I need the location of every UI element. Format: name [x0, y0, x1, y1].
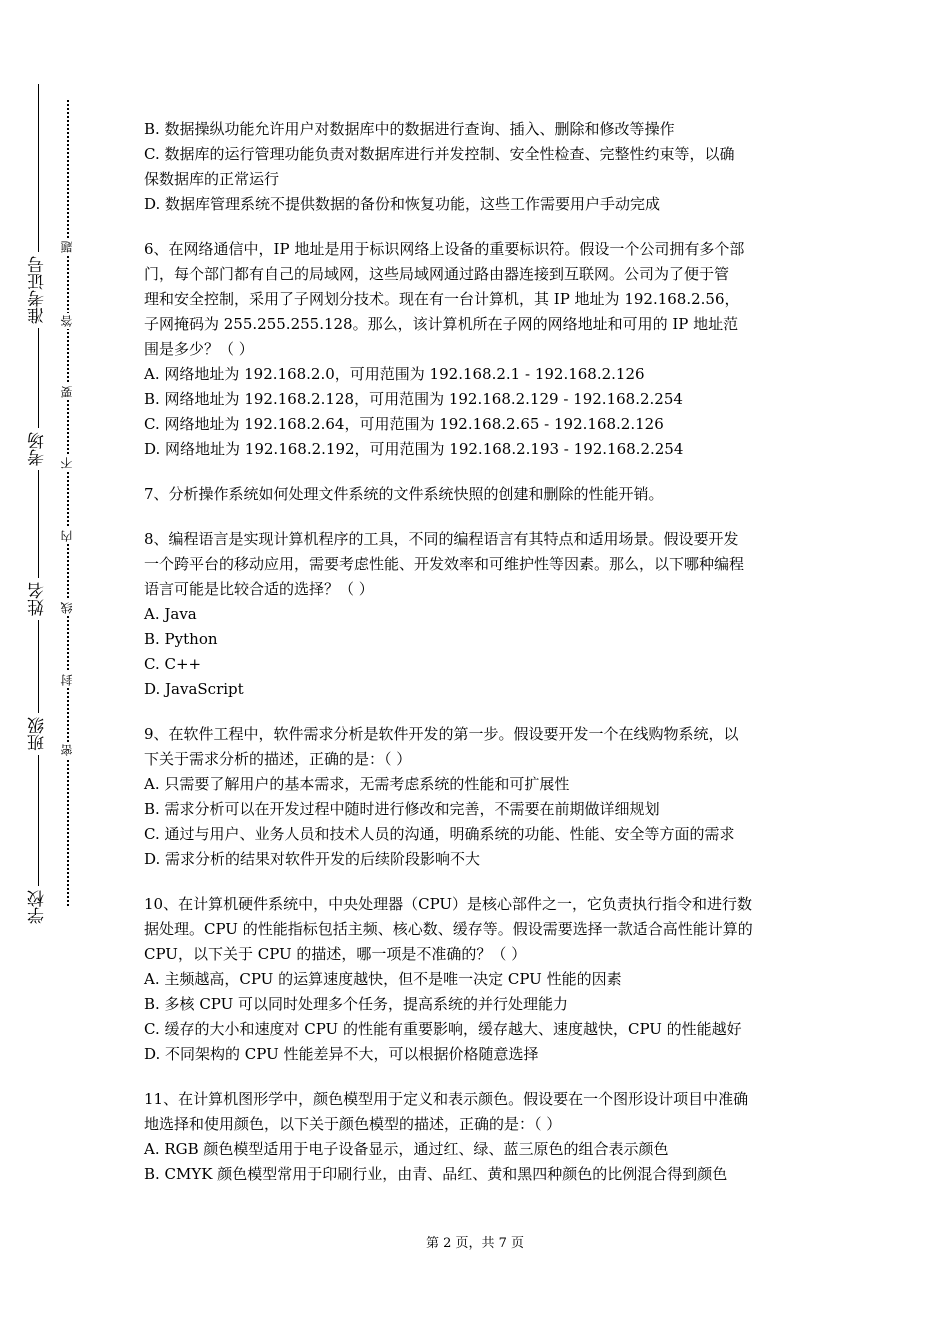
question-text: 据处理。CPU 的性能指标包括主频、核心数、缓存等。假设需要选择一款适合高性能计算的	[144, 920, 753, 938]
option-a: A. 只需要了解用户的基本需求，无需考虑系统的性能和可扩展性	[144, 775, 570, 793]
question-text: 理和安全控制，采用了子网划分技术。现在有一台计算机，其 IP 地址为 192.168.2.56，	[144, 290, 740, 308]
page-footer: 第 2 页，共 7 页	[425, 1236, 525, 1251]
seal-char: 线	[57, 600, 77, 616]
option-c: C. 通过与用户、业务人员和技术人员的沟通，明确系统的功能、性能、安全等方面的需求	[144, 825, 735, 843]
question-text: 地选择和使用颜色，以下关于颜色模型的描述，正确的是：（ ）	[144, 1115, 562, 1133]
question-content	[144, 117, 816, 1187]
option-c: C. 缓存的大小和速度对 CPU 的性能有重要影响，缓存越大、速度越快，CPU 的性能越好	[144, 1020, 742, 1038]
seal-char: 要	[57, 384, 77, 400]
option-a: A. 网络地址为 192.168.2.0，可用范围为 192.168.2.1 - 192.168.2.126	[144, 365, 645, 383]
seal-char: 内	[57, 528, 77, 544]
option-line: B. 数据操纵功能允许用户对数据库中的数据进行查询、插入、删除和修改等操作	[144, 120, 675, 138]
option-a: A. Java	[144, 605, 197, 623]
option-d: D. 需求分析的结果对软件开发的后续阶段影响不大	[144, 850, 481, 868]
question-10	[144, 892, 816, 1067]
field-label-class: 班级	[22, 713, 54, 755]
option-b: B. 多核 CPU 可以同时处理多个任务，提高系统的并行处理能力	[144, 995, 569, 1013]
question-text: 语言可能是比较合适的选择？（ ）	[144, 580, 374, 598]
option-line: D. 数据库管理系统不提供数据的备份和恢复功能，这些工作需要用户手动完成	[144, 195, 661, 213]
option-b: B. Python	[144, 630, 218, 648]
question-text: 6、在网络通信中，IP 地址是用于标识网络上设备的重要标识符。假设一个公司拥有多个部	[144, 240, 745, 258]
question-text: 子网掩码为 255.255.255.128。那么，该计算机所在子网的网络地址和可用的 IP 地址范	[144, 315, 739, 333]
binding-line	[38, 84, 39, 926]
seal-char: 题	[57, 239, 77, 255]
seal-char: 答	[57, 313, 77, 329]
field-label-name: 姓名	[22, 578, 54, 620]
option-c: C. 网络地址为 192.168.2.64，可用范围为 192.168.2.65 - 192.168.2.126	[144, 415, 664, 433]
option-b: B. CMYK 颜色模型常用于印刷行业，由青、品红、黄和黑四种颜色的比例混合得到颜色	[144, 1165, 728, 1183]
question-text: 7、分析操作系统如何处理文件系统的文件系统快照的创建和删除的性能开销。	[144, 485, 664, 503]
field-label-school: 学校	[22, 886, 54, 928]
seal-char: 密	[57, 742, 77, 758]
question-7	[144, 482, 816, 507]
seal-char: 不	[57, 455, 77, 471]
question-6	[144, 237, 816, 462]
question-11	[144, 1087, 816, 1187]
question-text: 10、在计算机硬件系统中，中央处理器（CPU）是核心部件之一，它负责执行指令和进行数	[144, 895, 753, 913]
seal-char: 封	[57, 672, 77, 688]
question-5-partial	[144, 117, 816, 217]
option-a: A. RGB 颜色模型适用于电子设备显示，通过红、绿、蓝三原色的组合表示颜色	[144, 1140, 669, 1158]
question-text: 门，每个部门都有自己的局域网，这些局域网通过路由器连接到互联网。公司为了便于管	[144, 265, 730, 283]
option-b: B. 需求分析可以在开发过程中随时进行修改和完善，不需要在前期做详细规划	[144, 800, 660, 818]
option-d: D. 不同架构的 CPU 性能差异不大，可以根据价格随意选择	[144, 1045, 539, 1063]
question-text: 11、在计算机图形学中，颜色模型用于定义和表示颜色。假设要在一个图形设计项目中准确	[144, 1090, 749, 1108]
option-line: C. 数据库的运行管理功能负责对数据库进行并发控制、安全性检查、完整性约束等，以确	[144, 145, 735, 163]
binding-strip	[0, 0, 110, 1344]
option-c: C. C++	[144, 655, 202, 673]
option-a: A. 主频越高，CPU 的运算速度越快，但不是唯一决定 CPU 性能的因素	[144, 970, 622, 988]
seal-dotted-line	[67, 100, 69, 906]
option-d: D. JavaScript	[144, 680, 244, 698]
option-d: D. 网络地址为 192.168.2.192，可用范围为 192.168.2.193 - 192.168.2.254	[144, 440, 684, 458]
field-label-exam-room: 考场	[22, 428, 54, 470]
question-9	[144, 722, 816, 872]
question-text: CPU，以下关于 CPU 的描述，哪一项是不准确的？（ ）	[144, 945, 527, 963]
option-b: B. 网络地址为 192.168.2.128，可用范围为 192.168.2.129 - 192.168.2.254	[144, 390, 683, 408]
question-text: 一个跨平台的移动应用，需要考虑性能、开发效率和可维护性等因素。那么，以下哪种编程	[144, 555, 745, 573]
question-text: 9、在软件工程中，软件需求分析是软件开发的第一步。假设要开发一个在线购物系统，以	[144, 725, 739, 743]
option-line: 保数据库的正常运行	[144, 170, 280, 188]
question-text: 围是多少？（ ）	[144, 340, 254, 358]
question-8	[144, 527, 816, 702]
question-text: 8、编程语言是实现计算机程序的工具，不同的编程语言有其特点和适用场景。假设要开发	[144, 530, 739, 548]
field-label-exam-number: 准考证号	[22, 252, 54, 328]
question-text: 下关于需求分析的描述，正确的是：（ ）	[144, 750, 412, 768]
